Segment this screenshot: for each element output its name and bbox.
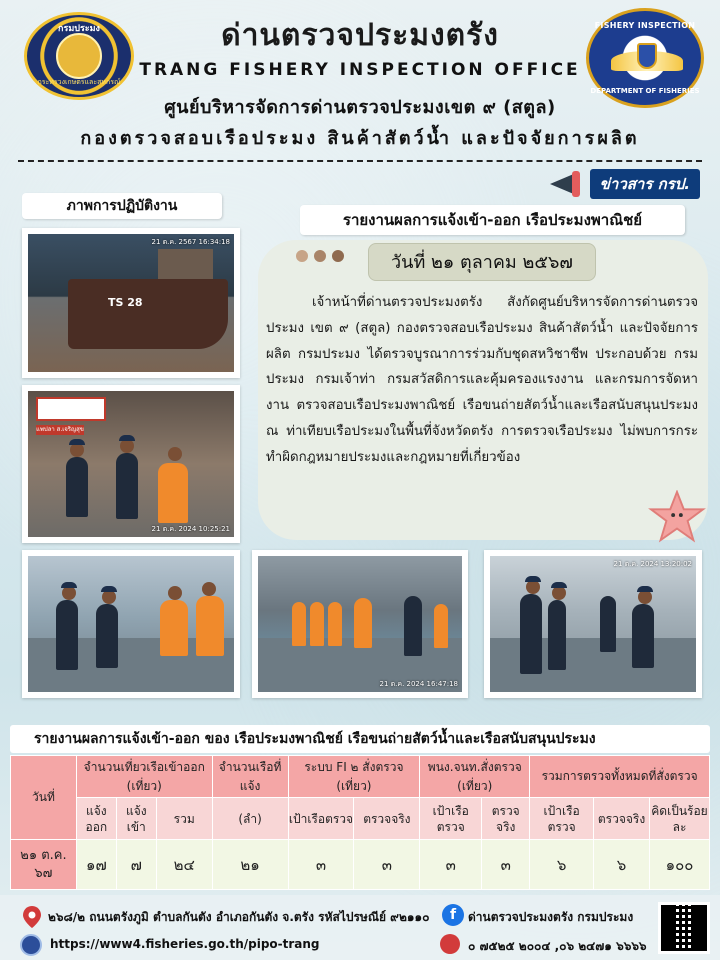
photo-timestamp: 21 ต.ค. 2567 16:34:18	[151, 238, 230, 246]
megaphone-icon	[546, 171, 584, 197]
report-section-label: รายงานผลการแจ้งเข้า-ออก เรือประมงพาณิชย์	[300, 205, 685, 235]
footer-website-link[interactable]: https://www4.fisheries.go.th/pipo-trang	[50, 937, 320, 951]
row-date: ๒๑ ต.ค. ๖๗	[11, 840, 77, 890]
badge-bottom-text: DEPARTMENT OF FISHERIES	[590, 87, 700, 95]
subheader-cell: เป้าเรือตรวจ	[288, 798, 354, 840]
header-divider	[18, 160, 702, 162]
row-cell: ๒๑	[212, 840, 288, 890]
row-cell: ๓	[420, 840, 482, 890]
pier-sign	[36, 397, 106, 421]
subheader-cell: รวม	[156, 798, 212, 840]
pier-sign-red: แพปลา ส.เจริญสุข	[36, 426, 84, 433]
badge-shield-icon	[637, 43, 657, 69]
photo-officers-on-dock	[484, 550, 702, 698]
boat-hull-number: TS 28	[108, 296, 143, 309]
news-date: วันที่ ๒๑ ตุลาคม ๒๕๖๗	[368, 243, 596, 281]
badge-top-text: FISHERY INSPECTION	[594, 21, 696, 30]
page-title-english: TRANG FISHERY INSPECTION OFFICE	[139, 60, 581, 80]
header-trips: จำนวนเที่ยวเรือเข้าออก (เที่ยว)	[76, 756, 212, 798]
subheader-cell: แจ้งออก	[76, 798, 116, 840]
qr-code[interactable]	[658, 902, 710, 954]
row-cell: ๓	[354, 840, 420, 890]
activities-section-label: ภาพการปฏิบัติงาน	[22, 193, 222, 219]
facebook-icon[interactable]: f	[442, 904, 464, 926]
report-table-title: รายงานผลการแจ้งเข้า-ออก ของ เรือประมงพาณิชย์ เรือขนถ่ายสัตว์น้ำและเรือสนับสนุนประมง	[10, 725, 710, 753]
photo-officers-at-pier	[22, 385, 240, 543]
header-total: รวมการตรวจทั้งหมดที่สั่งตรวจ	[530, 756, 710, 798]
row-cell: ๒๔	[156, 840, 212, 890]
table-row	[11, 840, 710, 890]
seal-bottom-text: กระทรวงเกษตรและสหกรณ์	[37, 78, 121, 86]
news-tag	[546, 170, 700, 198]
header-fi2: ระบบ FI ๒ สั่งตรวจ (เที่ยว)	[288, 756, 420, 798]
news-body-text: เจ้าหน้าที่ด่านตรวจประมงตรัง สังกัดศูนย์บริหารจัดการด่านตรวจประมง เขต ๙ (สตูล) กองตรวจสอบเรือประมง สินค้าสัตว์น้ำ และปัจจัยการผลิต กรมประมง ได้ตรวจบูรณาการร่วมกับชุดสหวิชาชีพ ประกอบด้วย กรมประมง กรมเจ้าท่า กรมสวัสดิการและคุ้มครองแรงงาน และกรมการจัดหางาน ตรวจสอบเรือประมงพาณิชย์ เรือขนถ่ายสัตว์น้ำและเรือสนับสนุนประมง ณ ท่าเทียบเรือประมงในพื้นที่จังหวัดตรัง การตรวจเรือประมง ไม่พบการกระทำผิดกฎหมายประมงและกฎหมายที่เกี่ยวข้อง	[266, 295, 698, 465]
header-date: วันที่	[11, 756, 77, 840]
subtitle-division: กองตรวจสอบเรือประมง สินค้าสัตว์น้ำ และปัจจัยการผลิต	[80, 128, 640, 149]
news-tag-label: ข่าวสาร กรป.	[590, 169, 700, 199]
subheader-cell: แจ้งเข้า	[116, 798, 156, 840]
subheader-cell: ตรวจจริง	[482, 798, 530, 840]
photo-crew-lineup	[252, 550, 468, 698]
row-cell: ๖	[594, 840, 650, 890]
footer-facebook-link[interactable]: ด่านตรวจประมงตรัง กรมประมง	[468, 910, 634, 924]
row-cell: ๖	[530, 840, 594, 890]
subheader-cell: ตรวจจริง	[354, 798, 420, 840]
starfish-icon	[648, 490, 706, 544]
phone-icon	[440, 934, 460, 954]
header-officer: พนง.จนท.สั่งตรวจ (เที่ยว)	[420, 756, 530, 798]
globe-icon	[20, 934, 42, 956]
subheader-cell: (ลำ)	[212, 798, 288, 840]
footer-address: ๒๖๘/๒ ถนนตรังภูมิ ตำบลกันตัง อำเภอกันตัง จ.ตรัง รหัสไปรษณีย์ ๙๒๑๑๐	[48, 910, 430, 924]
location-pin-icon	[22, 905, 42, 929]
decor-dots	[296, 250, 344, 262]
header-boats: จำนวนเรือที่แจ้ง	[212, 756, 288, 798]
row-cell: ๓	[482, 840, 530, 890]
page-title-thai: ด่านตรวจประมงตรัง	[221, 18, 499, 53]
subheader-cell: คิดเป็นร้อยละ	[650, 798, 710, 840]
table-subheader-row	[11, 798, 710, 840]
row-cell: ๑๐๐	[650, 840, 710, 890]
row-cell: ๑๗	[76, 840, 116, 890]
photo-fishing-boat	[22, 228, 240, 378]
subtitle-center: ศูนย์บริหารจัดการด่านตรวจประมงเขต ๙ (สตูล)	[164, 97, 556, 118]
seal-top-text: กรมประมง	[58, 24, 100, 34]
row-cell: ๗	[116, 840, 156, 890]
photo-timestamp: 21 ต.ค. 2024 13:20:02	[613, 560, 692, 568]
subheader-cell: เป้าเรือตรวจ	[530, 798, 594, 840]
fishery-inspection-badge-logo	[586, 8, 704, 108]
report-table	[10, 755, 710, 890]
subheader-cell: ตรวจจริง	[594, 798, 650, 840]
subheader-cell: เป้าเรือตรวจ	[420, 798, 482, 840]
photo-timestamp: 21 ต.ค. 2024 10:25:21	[151, 524, 230, 533]
footer-phone: ๐ ๗๕๒๕ ๒๐๐๔ ,๐๖ ๒๔๗๑ ๖๖๖๖	[468, 939, 647, 953]
photo-inspection-crew-briefing	[22, 550, 240, 698]
table-header-row	[11, 756, 710, 798]
row-cell: ๓	[288, 840, 354, 890]
photo-timestamp: 21 ต.ค. 2024 16:47:18	[379, 679, 458, 688]
